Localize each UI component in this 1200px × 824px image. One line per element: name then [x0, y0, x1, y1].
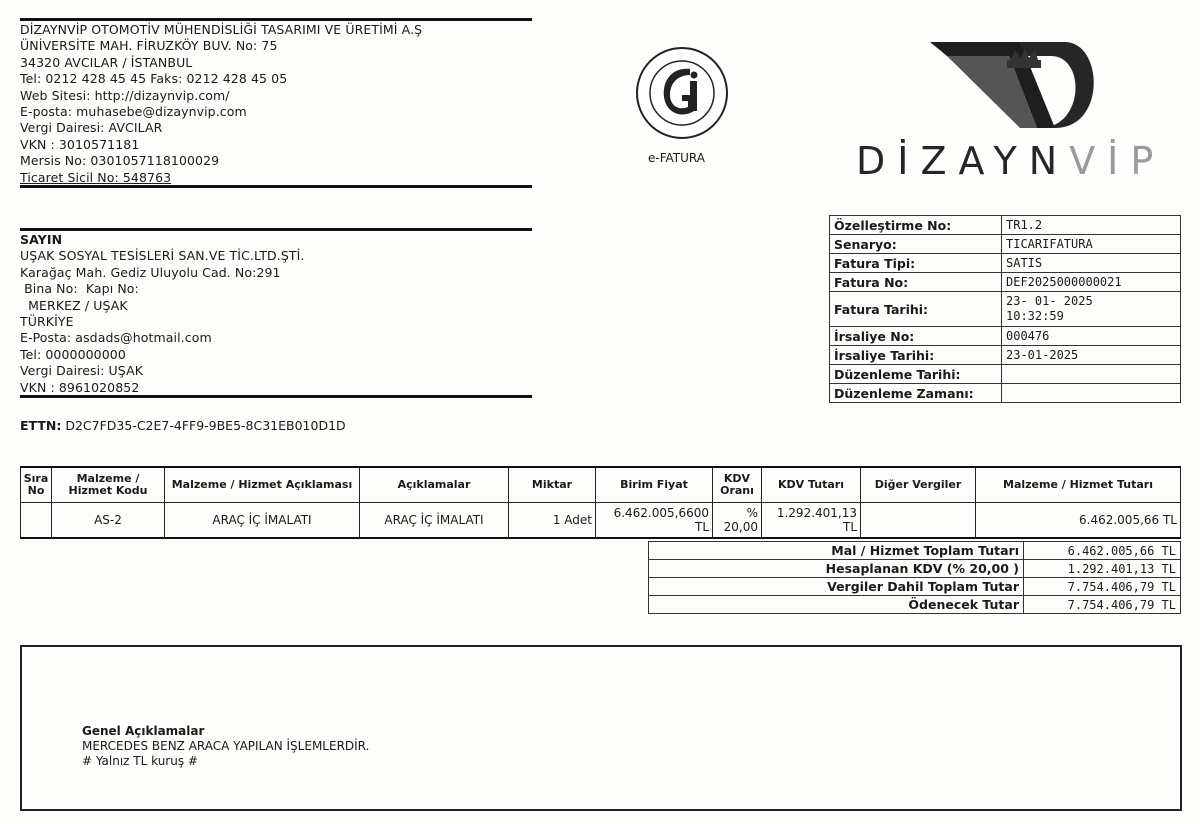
buyer-line: Vergi Dairesi: UŞAK	[20, 363, 144, 379]
dizaynvip-logo-mark	[925, 34, 1115, 134]
totals-value: 6.462.005,66 TL	[1024, 542, 1181, 560]
info-key: Fatura Tipi:	[830, 254, 1002, 273]
buyer-line: TÜRKİYE	[20, 314, 74, 330]
sender-top-rule	[20, 18, 532, 21]
info-key: Düzenleme Tarihi:	[830, 365, 1002, 384]
info-value	[1002, 384, 1181, 403]
info-value: TICARIFATURA	[1002, 235, 1181, 254]
col-header-aciklama: Malzeme / Hizmet Açıklaması	[165, 467, 360, 503]
info-row	[830, 216, 1181, 235]
buyer-block	[20, 232, 305, 396]
buyer-line: MERKEZ / UŞAK	[20, 297, 128, 313]
info-row	[830, 254, 1181, 273]
info-row	[830, 273, 1181, 292]
items-header-row	[21, 467, 1181, 503]
sender-line: 34320 AVCILAR / İSTANBUL	[20, 54, 193, 70]
totals-key: Mal / Hizmet Toplam Tutarı	[649, 542, 1024, 560]
general-notes	[82, 724, 369, 769]
totals-key: Hesaplanan KDV (% 20,00 )	[649, 560, 1024, 578]
sender-line: Vergi Dairesi: AVCILAR	[20, 120, 163, 136]
sender-line: Ticaret Sicil No: 548763	[20, 169, 172, 185]
cell-aciklama: ARAÇ İÇ İMALATI	[165, 503, 360, 539]
totals-row	[649, 578, 1181, 596]
gib-seal-icon	[634, 45, 730, 141]
totals-table	[648, 541, 1181, 614]
col-header-diger: Diğer Vergiler	[861, 467, 976, 503]
info-key: Senaryo:	[830, 235, 1002, 254]
info-row	[830, 384, 1181, 403]
info-value	[1002, 365, 1181, 384]
vat-amount-value: 1.292.401,13	[776, 506, 857, 520]
sender-line: Mersis No: 0301057118100029	[20, 153, 220, 169]
buyer-bottom-rule	[20, 395, 532, 398]
col-header-kod: Malzeme / Hizmet Kodu	[52, 467, 165, 503]
sender-block	[20, 22, 422, 186]
cell-tutar: 6.462.005,66 TL	[976, 503, 1181, 539]
invoice-date: 23- 01- 2025	[1006, 294, 1093, 308]
info-value: TR1.2	[1002, 216, 1181, 235]
sender-line: E-posta: muhasebe@dizaynvip.com	[20, 104, 247, 120]
info-value: DEF2025000000021	[1002, 273, 1181, 292]
totals-row	[649, 596, 1181, 614]
buyer-line: UŞAK SOSYAL TESİSLERİ SAN.VE TİC.LTD.ŞTİ.	[20, 248, 305, 264]
totals-key: Vergiler Dahil Toplam Tutar	[649, 578, 1024, 596]
invoice-info-table	[829, 215, 1181, 403]
sender-line: Web Sitesi: http://dizaynvip.com/	[20, 87, 230, 103]
cell-kdv-oran	[713, 503, 762, 539]
col-header-tutar: Malzeme / Hizmet Tutarı	[976, 467, 1181, 503]
totals-value: 1.292.401,13 TL	[1024, 560, 1181, 578]
info-value: SATIS	[1002, 254, 1181, 273]
buyer-top-rule	[20, 228, 532, 231]
info-value: 23-01-2025	[1002, 346, 1181, 365]
info-key: Fatura No:	[830, 273, 1002, 292]
col-header-kdv-tutar: KDV Tutarı	[762, 467, 861, 503]
sender-line: DİZAYNVİP OTOMOTİV MÜHENDİSLİĞİ TASARIMI VE ÜRETİMİ A.Ş	[20, 22, 423, 37]
unit-price-currency: TL	[694, 520, 709, 534]
buyer-line: Bina No: Kapı No:	[20, 281, 139, 297]
ettn-label: ETTN:	[20, 418, 62, 433]
buyer-line: Tel: 0000000000	[20, 346, 126, 362]
info-key: İrsaliye No:	[830, 327, 1002, 346]
cell-diger	[861, 503, 976, 539]
info-row	[830, 327, 1181, 346]
vat-amount-currency: TL	[842, 520, 857, 534]
col-header-aciklamalar: Açıklamalar	[360, 467, 509, 503]
cell-sira	[21, 503, 52, 539]
ettn-value: D2C7FD35-C2E7-4FF9-9BE5-8C31EB010D1D	[65, 418, 346, 433]
buyer-line: E-Posta: asdads@hotmail.com	[20, 330, 212, 346]
cell-miktar: 1 Adet	[509, 503, 596, 539]
info-row	[830, 292, 1181, 327]
logo-text-primary: DİZAYN	[856, 139, 1070, 183]
notes-line: MERCEDES BENZ ARACA YAPILAN İŞLEMLERDİR.	[82, 739, 370, 753]
totals-key: Ödenecek Tutar	[649, 596, 1024, 614]
notes-line: # Yalnız TL kuruş #	[82, 754, 198, 768]
col-header-sira: Sıra No	[21, 467, 52, 503]
buyer-heading: SAYIN	[20, 232, 63, 247]
vat-rate-value: 20,00	[723, 520, 758, 534]
info-key: Özelleştirme No:	[830, 216, 1002, 235]
cell-aciklamalar: ARAÇ İÇ İMALATI	[360, 503, 509, 539]
notes-title: Genel Açıklamalar	[82, 724, 205, 738]
info-key: Fatura Tarihi:	[830, 292, 1002, 327]
sender-line: VKN : 3010571181	[20, 136, 140, 152]
col-header-birim: Birim Fiyat	[596, 467, 713, 503]
table-row	[21, 503, 1181, 539]
info-key: Düzenleme Zamanı:	[830, 384, 1002, 403]
sender-bottom-rule	[20, 185, 532, 188]
totals-value: 7.754.406,79 TL	[1024, 596, 1181, 614]
invoice-time: 10:32:59	[1006, 309, 1064, 323]
info-value	[1002, 292, 1181, 327]
buyer-line: VKN : 8961020852	[20, 379, 140, 395]
info-key: İrsaliye Tarihi:	[830, 346, 1002, 365]
col-header-miktar: Miktar	[509, 467, 596, 503]
cell-birim	[596, 503, 713, 539]
items-table	[20, 466, 1181, 539]
efatura-label: e-FATURA	[648, 151, 705, 165]
ettn	[20, 418, 346, 433]
info-value: 000476	[1002, 327, 1181, 346]
vat-rate-symbol: %	[746, 506, 758, 520]
totals-row	[649, 560, 1181, 578]
sender-line: ÜNİVERSİTE MAH. FİRUZKÖY BUV. No: 75	[20, 38, 278, 54]
unit-price-value: 6.462.005,6600	[613, 506, 709, 520]
info-row	[830, 365, 1181, 384]
cell-kod: AS-2	[52, 503, 165, 539]
totals-row	[649, 542, 1181, 560]
info-row	[830, 346, 1181, 365]
dizaynvip-logo-text	[856, 139, 1165, 183]
buyer-line: Karağaç Mah. Gediz Uluyolu Cad. No:291	[20, 264, 281, 280]
logo-text-secondary: VİP	[1069, 139, 1166, 183]
col-header-kdv-oran: KDV Oranı	[713, 467, 762, 503]
sender-line: Tel: 0212 428 45 45 Faks: 0212 428 45 05	[20, 71, 288, 87]
cell-kdv-tutar	[762, 503, 861, 539]
info-row	[830, 235, 1181, 254]
totals-value: 7.754.406,79 TL	[1024, 578, 1181, 596]
